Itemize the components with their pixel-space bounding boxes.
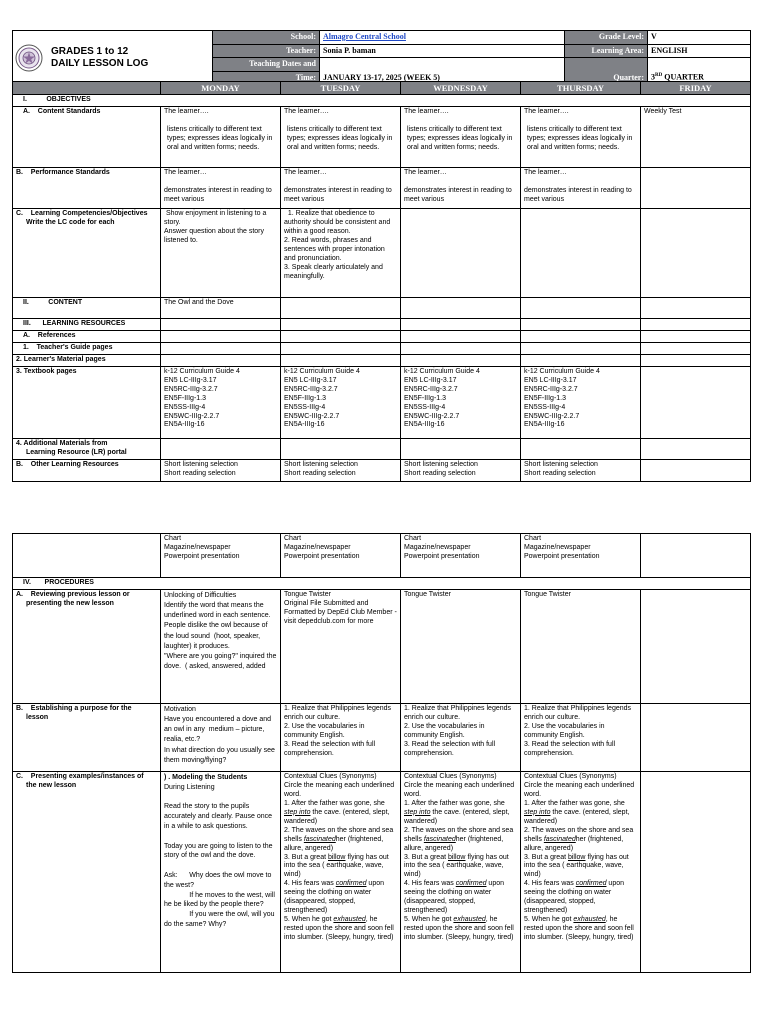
present-monday: ) . Modeling the Students During Listening Read the story to the pupils accurately and clearly. Pause once in a while to ask questions. Today you are going to listen to the story of the owl and the dove. Ask: Why does the owl move to the west? If he moves to the west, will he be liked by the people there? If you were the owl, will you do the same? Why?: [161, 771, 281, 972]
other-thursday: Short listening selection Short reading selection: [521, 459, 641, 481]
lesson-table-part-2: [12, 533, 751, 973]
textbook-label: 3. Textbook pages: [13, 366, 161, 438]
textbook-friday: [641, 366, 751, 438]
other-monday: Short listening selection Short reading selection: [161, 459, 281, 481]
purpose-monday: Motivation Have you encountered a dove and an owl in any medium – picture, realia, etc.? In what direction do you usually see them moving/flying?: [161, 703, 281, 771]
reviewing-label: A. Reviewing previous lesson or presenting the new lesson: [13, 589, 161, 703]
performance-standards-label: B. Performance Standards: [13, 167, 161, 208]
presenting-label: C. Presenting examples/instances of the new lesson: [13, 771, 161, 972]
other-wednesday: Short listening selection Short reading selection: [401, 459, 521, 481]
ps-friday: [641, 167, 751, 208]
learners-material-label: 2. Learner's Material pages: [13, 354, 161, 366]
ps-tuesday: The learner… demonstrates interest in reading to meet various: [281, 167, 401, 208]
day-monday: MONDAY: [161, 82, 281, 95]
lesson-table-part-1: [12, 81, 751, 482]
materials-continued-row: [13, 534, 751, 578]
teacher-value: Sonia P. baman: [320, 44, 565, 58]
competencies-row: [13, 208, 751, 297]
purpose-thursday: 1. Realize that Philippines legends enrich our culture. 2. Use the vocabularies in community English. 3. Read the selection with full comprehension.: [521, 703, 641, 771]
other-resources-label: B. Other Learning Resources: [13, 459, 161, 481]
performance-standards-row: [13, 167, 751, 208]
additional-materials-row: [13, 438, 751, 459]
comp-wednesday: [401, 208, 521, 297]
day-thursday: THURSDAY: [521, 82, 641, 95]
present-thursday: Contextual Clues (Synonyms) Circle the meaning each underlined word. 1. After the father was gone, she step into the cave. (entered, slept, wandered) 2. The waves on the shore and sea shells fascinatedher (frightened, allure, angered) 3. But a great billow flying has out into the sea ( earthquake, wave, wind) 4. His fears was confirmed upon seeing the clothing on water (disappeared, stopped, strengthened) 5. When he got exhausted, he rested upon the shore and soon fell into slumber. (Sleepy, hungry, tired): [521, 771, 641, 972]
references-label: A. References: [13, 330, 161, 342]
logo-title-cell: [13, 31, 213, 85]
learners-material-row: [13, 354, 751, 366]
comp-tuesday: 1. Realize that obedience to authority should be consistent and within a good reason. 2. Read words, phrases and sentences with proper intonation and pronunciation. 3. Speak clearly articulately and meaningfully.: [281, 208, 401, 297]
textbook-wednesday: k-12 Curriculum Guide 4 EN5 LC-IIIg-3.17 EN5RC-IIIg-3.2.7 EN5F-IIIg-1.3 EN5SS-IIIg-4 EN5WC-IIIg-2.2.7 EN5A-IIIg-16: [401, 366, 521, 438]
procedures-heading: IV. PROCEDURES: [13, 578, 751, 590]
area-value: ENGLISH: [648, 44, 751, 58]
references-row: [13, 330, 751, 342]
comp-friday: [641, 208, 751, 297]
comp-monday: Show enjoyment in listening to a story. Answer question about the story listened to.: [161, 208, 281, 297]
review-thursday: Tongue Twister: [521, 589, 641, 703]
objectives-heading: I. OBJECTIVES: [13, 95, 751, 107]
content-standards-row: [13, 106, 751, 167]
cs-wednesday: The learner…. listens critically to different text types; expresses ideas logically in oral and written forms; needs.: [401, 106, 521, 167]
review-monday: Unlocking of Difficulties Identify the word that means the underlined word in each sentence. People dislike the owl because of the loud sound (hoot, speaker, laughter) it produces. "Where are you going?" inquired the dove. ( asked, answered, added: [161, 589, 281, 703]
teacher-label: Teacher:: [213, 44, 320, 58]
textbook-row: [13, 366, 751, 438]
content-standards-label: A. Content Standards: [13, 106, 161, 167]
competencies-label: C. Learning Competencies/Objectives Write the LC code for each: [13, 208, 161, 297]
purpose-tuesday: 1. Realize that Philippines legends enrich our culture. 2. Use the vocabularies in community English. 3. Read the selection with full comprehension.: [281, 703, 401, 771]
purpose-wednesday: 1. Realize that Philippines legends enrich our culture. 2. Use the vocabularies in community English. 3. Read the selection with full comprehension.: [401, 703, 521, 771]
cs-friday: Weekly Test: [641, 106, 751, 167]
materials-thursday: Chart Magazine/newspaper Powerpoint presentation: [521, 534, 641, 578]
establishing-row: [13, 703, 751, 771]
other-friday: [641, 459, 751, 481]
cs-monday: The learner…. listens critically to different text types; expresses ideas logically in oral and written forms; needs.: [161, 106, 281, 167]
school-value[interactable]: Almagro Central School: [320, 31, 565, 45]
grade-label: Grade Level:: [565, 31, 648, 45]
present-tuesday: Contextual Clues (Synonyms) Circle the meaning each underlined word. 1. After the father was gone, she step into the cave. (entered, slept, wandered) 2. The waves on the shore and sea shells fascinatedher (frightened, allure, angered) 3. But a great billow flying has out into the sea ( earthquake, wave, wind) 4. His fears was confirmed upon seeing the clothing on water (disappeared, stopped, strengthened) 5. When he got exhausted, he rested upon the shore and soon fell into slumber. (Sleepy, hungry, tired): [281, 771, 401, 972]
textbook-monday: k-12 Curriculum Guide 4 EN5 LC-IIIg-3.17 EN5RC-IIIg-3.2.7 EN5F-IIIg-1.3 EN5SS-IIIg-4 EN5WC-IIIg-2.2.7 EN5A-IIIg-16: [161, 366, 281, 438]
materials-wednesday: Chart Magazine/newspaper Powerpoint presentation: [401, 534, 521, 578]
day-header-blank: [13, 82, 161, 95]
teachers-guide-row: [13, 342, 751, 354]
other-resources-row: [13, 459, 751, 481]
materials-tuesday: Chart Magazine/newspaper Powerpoint presentation: [281, 534, 401, 578]
title-line-2: DAILY LESSON LOG: [51, 57, 149, 69]
materials-monday: Chart Magazine/newspaper Powerpoint presentation: [161, 534, 281, 578]
cs-thursday: The learner…. listens critically to different text types; expresses ideas logically in oral and written forms; needs.: [521, 106, 641, 167]
learning-resources-label: III. LEARNING RESOURCES: [13, 318, 161, 330]
quarter-label: Quarter:: [565, 58, 648, 85]
school-label: School:: [213, 31, 320, 45]
procedures-row: [13, 578, 751, 590]
other-tuesday: Short listening selection Short reading selection: [281, 459, 401, 481]
textbook-tuesday: k-12 Curriculum Guide 4 EN5 LC-IIIg-3.17 EN5RC-IIIg-3.2.7 EN5F-IIIg-1.3 EN5SS-IIIg-4 EN5WC-IIIg-2.2.7 EN5A-IIIg-16: [281, 366, 401, 438]
cs-tuesday: The learner…. listens critically to different text types; expresses ideas logically in oral and written forms; needs.: [281, 106, 401, 167]
reviewing-row: [13, 589, 751, 703]
dates-value: JANUARY 13-17, 2025 (WEEK 5): [320, 58, 565, 85]
teachers-guide-label: 1. Teacher's Guide pages: [13, 342, 161, 354]
quarter-value: 3RD QUARTER: [648, 58, 751, 85]
day-tuesday: TUESDAY: [281, 82, 401, 95]
day-wednesday: WEDNESDAY: [401, 82, 521, 95]
additional-materials-label: 4. Additional Materials from Learning Resource (LR) portal: [13, 438, 161, 459]
day-friday: FRIDAY: [641, 82, 751, 95]
ps-wednesday: The learner… demonstrates interest in reading to meet various: [401, 167, 521, 208]
objectives-row: [13, 95, 751, 107]
dates-label-2: Time:: [213, 71, 320, 85]
present-wednesday: Contextual Clues (Synonyms) Circle the meaning each underlined word. 1. After the father was gone, she step into the cave. (entered, slept, wandered) 2. The waves on the shore and sea shells fascinatedher (frightened, allure, angered) 3. But a great billow flying has out into the sea ( earthquake, wave, wind) 4. His fears was confirmed upon seeing the clothing on water (disappeared, stopped, strengthened) 5. When he got exhausted, he rested upon the shore and soon fell into slumber. (Sleepy, hungry, tired): [401, 771, 521, 972]
day-header-row: [13, 82, 751, 95]
ps-monday: The learner… demonstrates interest in reading to meet various: [161, 167, 281, 208]
presenting-row: [13, 771, 751, 972]
establishing-label: B. Establishing a purpose for the lesson: [13, 703, 161, 771]
dates-label-1: Teaching Dates and: [213, 58, 320, 72]
grade-value: V: [648, 31, 751, 45]
content-monday: The Owl and the Dove: [161, 297, 281, 318]
learning-resources-row: [13, 318, 751, 330]
title-line-1: GRADES 1 to 12: [51, 45, 129, 57]
ps-thursday: The learner… demonstrates interest in reading to meet various: [521, 167, 641, 208]
review-tuesday: Tongue Twister Original File Submitted and Formatted by DepEd Club Member - visit depedclub.com for more: [281, 589, 401, 703]
header-table: [12, 30, 751, 85]
area-label: Learning Area:: [565, 44, 648, 58]
content-label: II. CONTENT: [13, 297, 161, 318]
textbook-thursday: k-12 Curriculum Guide 4 EN5 LC-IIIg-3.17 EN5RC-IIIg-3.2.7 EN5F-IIIg-1.3 EN5SS-IIIg-4 EN5WC-IIIg-2.2.7 EN5A-IIIg-16: [521, 366, 641, 438]
content-row: [13, 297, 751, 318]
deped-seal-icon: [15, 44, 43, 72]
review-wednesday: Tongue Twister: [401, 589, 521, 703]
comp-thursday: [521, 208, 641, 297]
